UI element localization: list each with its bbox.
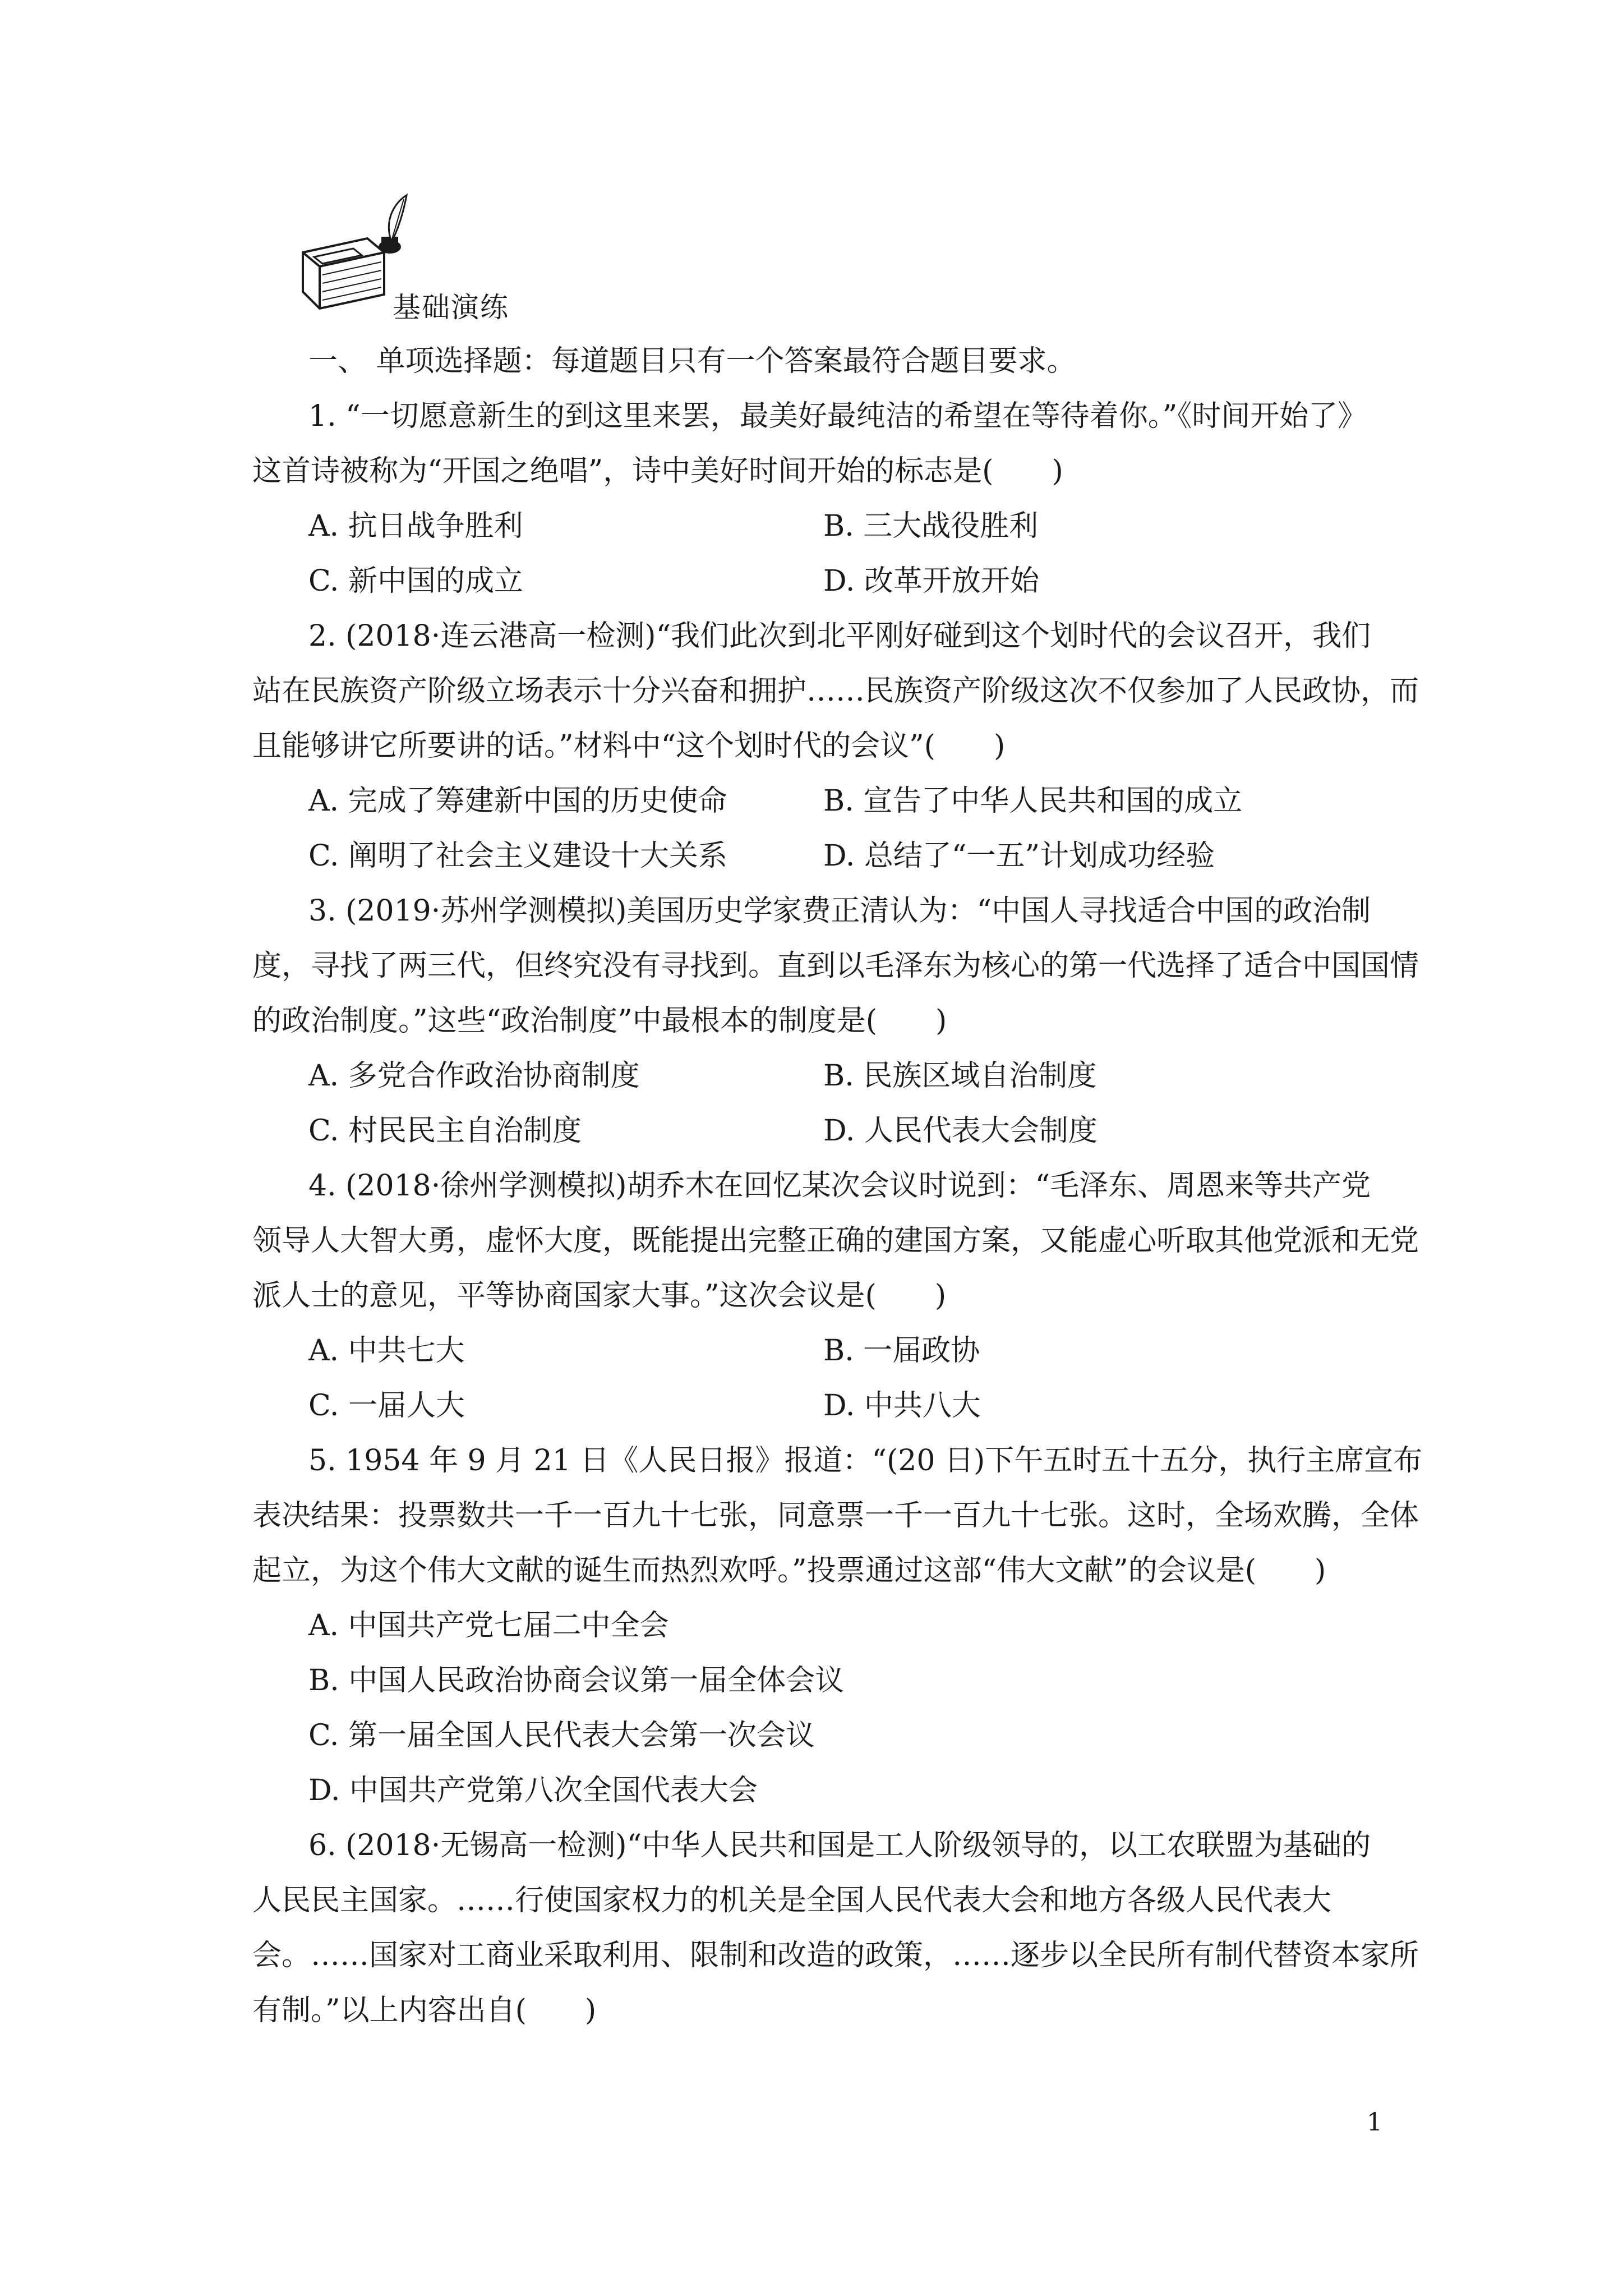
option-b[interactable]: B. 民族区域自治制度	[823, 1059, 1097, 1093]
question-stem-line: 派人士的意见，平等协商国家大事。”这次会议是( )	[252, 1279, 947, 1313]
option-c[interactable]: C. 阐明了社会主义建设十大关系	[308, 839, 727, 873]
question-list	[252, 334, 1423, 2038]
option-row	[252, 1378, 1402, 1433]
option-b[interactable]: B. 三大战役胜利	[823, 509, 1039, 543]
option-row	[252, 829, 1402, 884]
question-stem-line: 5. 1954 年 9 月 21 日《人民日报》报道：“(20 日)下午五时五十五分，执行主席宣布	[308, 1444, 1423, 1478]
option-a[interactable]: A. 完成了筹建新中国的历史使命	[308, 784, 727, 818]
option-c[interactable]: C. 第一届全国人民代表大会第一次会议	[308, 1719, 815, 1752]
option-row	[252, 1048, 1402, 1103]
question-stem-line: 4. (2018·徐州学测模拟)胡乔木在回忆某次会议时说到：“毛泽东、周恩来等共产党	[308, 1169, 1371, 1203]
option-d[interactable]: D. 改革开放开始	[823, 564, 1039, 598]
option-a[interactable]: A. 多党合作政治协商制度	[308, 1059, 640, 1093]
option-row	[252, 774, 1402, 829]
option-d[interactable]: D. 总结了“一五”计划成功经验	[823, 839, 1215, 873]
option-c[interactable]: C. 新中国的成立	[308, 564, 523, 598]
question-stem-line: 会。……国家对工商业采取利用、限制和改造的政策，……逐步以全民所有制代替资本家所	[252, 1939, 1419, 1972]
option-a[interactable]: A. 抗日战争胜利	[308, 509, 523, 543]
instruction-line: 一、 单项选择题：每道题目只有一个答案最符合题目要求。	[308, 344, 1076, 378]
option-b[interactable]: B. 宣告了中华人民共和国的成立	[823, 784, 1243, 818]
question-stem-line: 2. (2018·连云港高一检测)“我们此次到北平刚好碰到这个划时代的会议召开，我们	[308, 619, 1371, 653]
section-title: 基础演练	[393, 291, 509, 324]
page-number: 1	[1367, 2108, 1382, 2137]
question-4	[252, 1158, 1419, 1433]
option-row	[252, 554, 1402, 609]
option-row	[252, 1103, 1402, 1158]
question-stem-line: 且能够讲它所要讲的话。”材料中“这个划时代的会议”( )	[252, 729, 1006, 763]
question-stem-line: 领导人大智大勇，虚怀大度，既能提出完整正确的建国方案，又能虚心听取其他党派和无党	[252, 1224, 1419, 1258]
option-a[interactable]: A. 中共七大	[308, 1334, 465, 1368]
option-a[interactable]: A. 中国共产党七届二中全会	[308, 1609, 669, 1642]
option-d[interactable]: D. 人民代表大会制度	[823, 1114, 1098, 1148]
question-1	[252, 389, 1402, 609]
option-b[interactable]: B. 一届政协	[823, 1334, 980, 1368]
question-stem-line: 度，寻找了两三代，但终究没有寻找到。直到以毛泽东为核心的第一代选择了适合中国国情	[252, 949, 1419, 983]
question-3	[252, 884, 1419, 1158]
question-2	[252, 609, 1419, 884]
question-stem-line: 起立，为这个伟大文献的诞生而热烈欢呼。”投票通过这部“伟大文献”的会议是( )	[252, 1554, 1326, 1588]
question-stem-line: 1. “一切愿意新生的到这里来罢，最美好最纯洁的希望在等待着你。”《时间开始了》	[308, 399, 1367, 433]
question-stem-line: 有制。”以上内容出自( )	[252, 1994, 597, 2027]
question-stem-line: 3. (2019·苏州学测模拟)美国历史学家费正清认为：“中国人寻找适合中国的政治制	[308, 894, 1371, 928]
question-5	[252, 1433, 1423, 1818]
question-6	[252, 1818, 1419, 2038]
question-stem-line: 人民民主国家。……行使国家权力的机关是全国人民代表大会和地方各级人民代表大	[252, 1884, 1332, 1917]
option-c[interactable]: C. 村民民主自治制度	[308, 1114, 582, 1148]
question-stem-line: 的政治制度。”这些“政治制度”中最根本的制度是( )	[252, 1004, 947, 1038]
section-header	[300, 191, 637, 324]
option-d[interactable]: D. 中共八大	[823, 1389, 981, 1423]
option-d[interactable]: D. 中国共产党第八次全国代表大会	[308, 1774, 758, 1807]
option-row	[252, 1323, 1402, 1378]
question-stem-line: 6. (2018·无锡高一检测)“中华人民共和国是工人阶级领导的，以工农联盟为基础的	[308, 1829, 1371, 1862]
option-b[interactable]: B. 中国人民政治协商会议第一届全体会议	[308, 1664, 845, 1697]
question-stem-line: 这首诗被称为“开国之绝唱”，诗中美好时间开始的标志是( )	[252, 454, 1063, 488]
question-stem-line: 站在民族资产阶级立场表示十分兴奋和拥护……民族资产阶级这次不仅参加了人民政协，而	[252, 674, 1419, 708]
option-c[interactable]: C. 一届人大	[308, 1389, 465, 1423]
option-row	[252, 499, 1402, 554]
question-stem-line: 表决结果：投票数共一千一百九十七张，同意票一千一百九十七张。这时，全场欢腾，全体	[252, 1499, 1419, 1533]
